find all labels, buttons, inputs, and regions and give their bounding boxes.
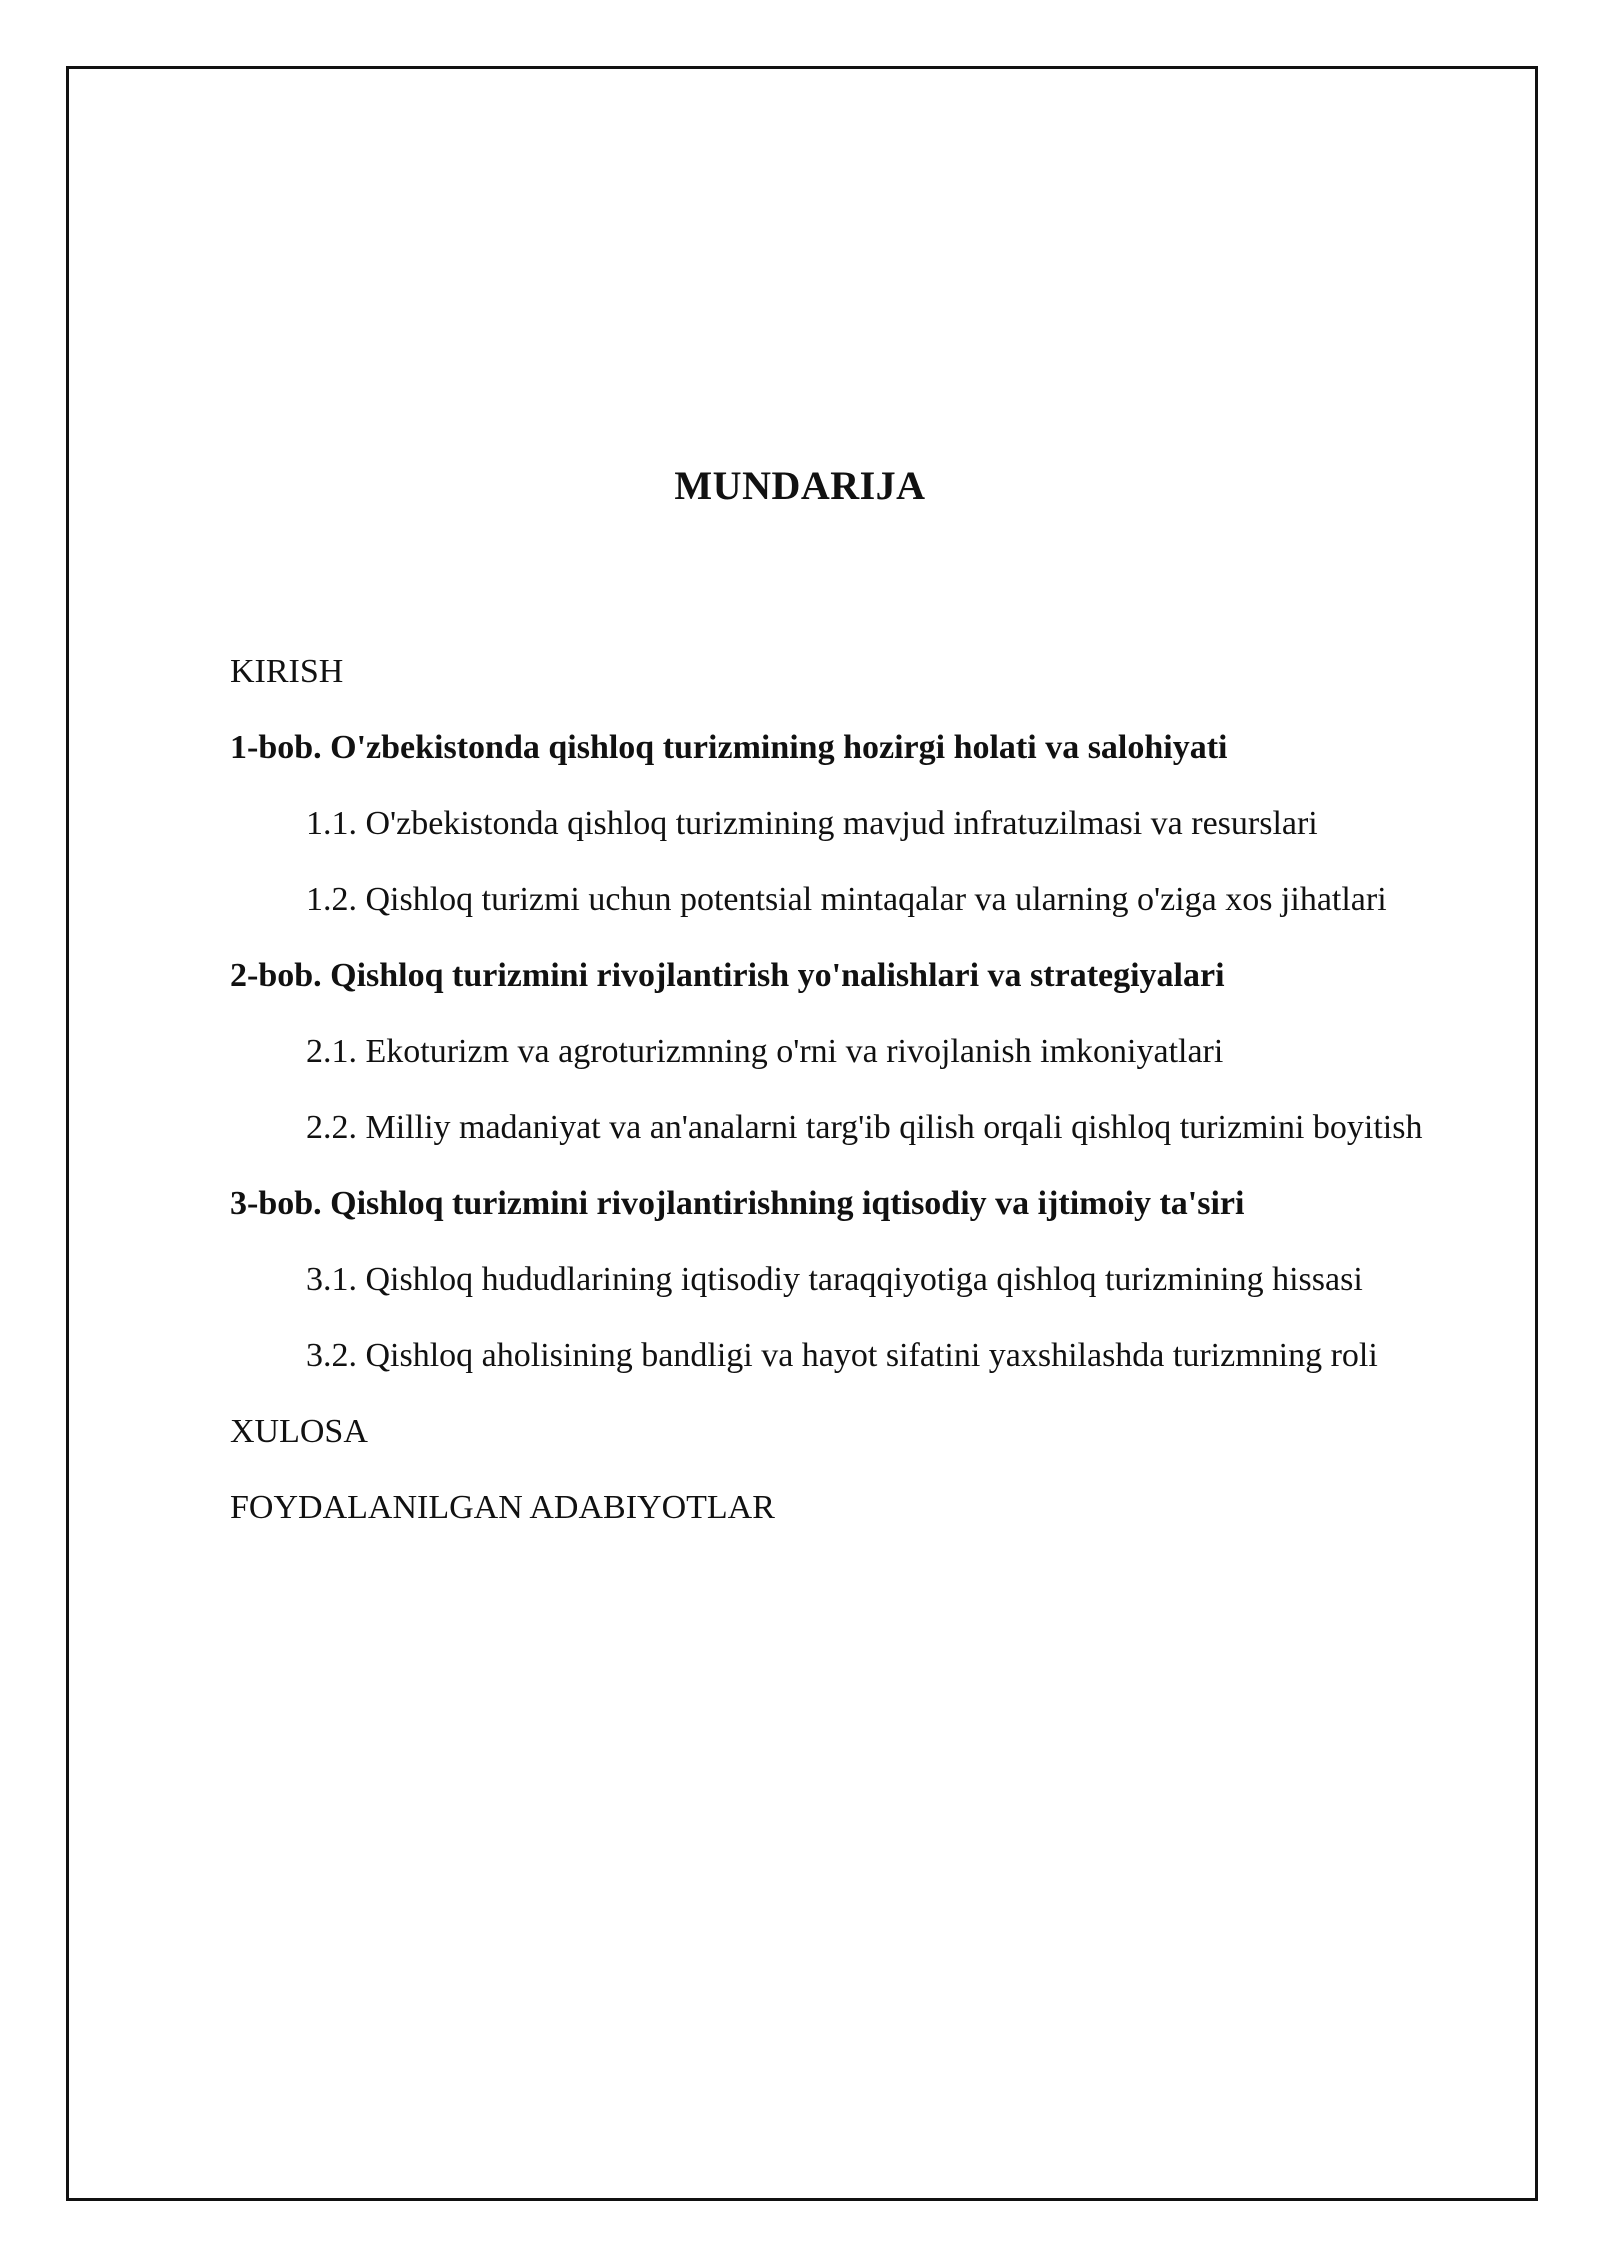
toc-chapter-3[interactable]: 3-bob. Qishloq turizmini rivojlantirishning iqtisodiy va ijtimoiy ta'siri: [230, 1185, 1245, 1222]
toc-chapter-1[interactable]: 1-bob. O'zbekistonda qishloq turizmining hozirgi holati va salohiyati: [230, 729, 1228, 766]
toc-entry-introduction[interactable]: KIRISH: [230, 653, 344, 690]
toc-entry-conclusion[interactable]: XULOSA: [230, 1413, 368, 1450]
toc-entry-references[interactable]: FOYDALANILGAN ADABIYOTLAR: [230, 1489, 775, 1526]
page-title: MUNDARIJA: [674, 463, 926, 508]
table-of-contents: [230, 640, 1500, 1552]
toc-section-2-1[interactable]: 2.1. Ekoturizm va agroturizmning o'rni va rivojlanish imkoniyatlari: [306, 1033, 1224, 1070]
toc-section-1-2[interactable]: 1.2. Qishloq turizmi uchun potentsial mintaqalar va ularning o'ziga xos jihatlari: [306, 881, 1387, 918]
toc-section-2-2[interactable]: 2.2. Milliy madaniyat va an'analarni targ'ib qilish orqali qishloq turizmini boyitish: [306, 1109, 1423, 1146]
toc-section-3-1[interactable]: 3.1. Qishloq hududlarining iqtisodiy taraqqiyotiga qishloq turizmining hissasi: [306, 1261, 1363, 1298]
toc-section-3-2[interactable]: 3.2. Qishloq aholisining bandligi va hayot sifatini yaxshilashda turizmning roli: [306, 1337, 1378, 1374]
toc-section-1-1[interactable]: 1.1. O'zbekistonda qishloq turizmining mavjud infratuzilmasi va resurslari: [306, 805, 1318, 842]
toc-chapter-2[interactable]: 2-bob. Qishloq turizmini rivojlantirish yo'nalishlari va strategiyalari: [230, 957, 1225, 994]
